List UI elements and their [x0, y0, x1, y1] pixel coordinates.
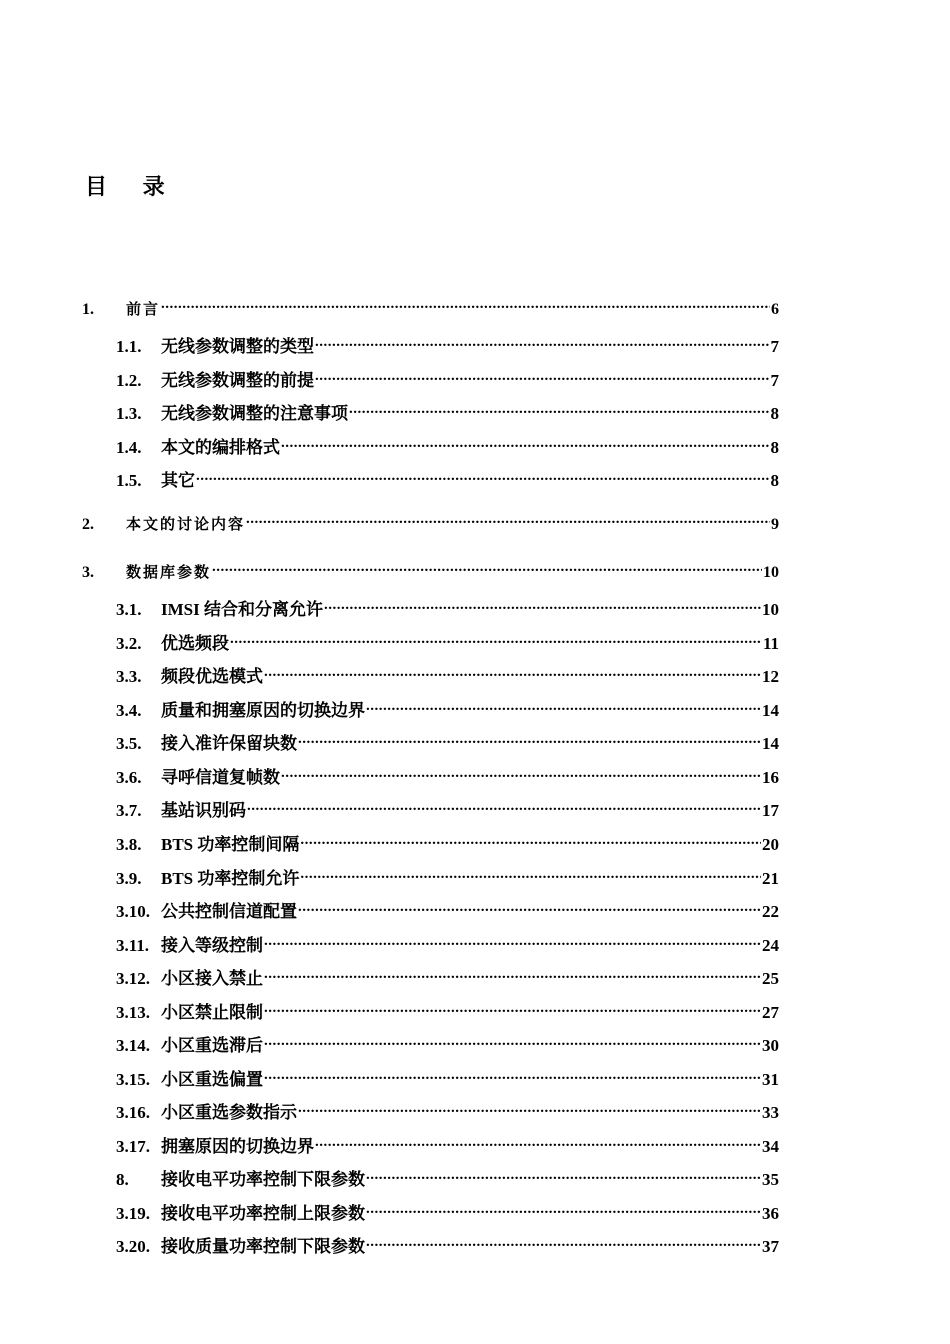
toc-entry-title: 接入准许保留块数 [161, 734, 297, 753]
toc-entry[interactable] [116, 1228, 779, 1256]
toc-entry-title: 其它 [161, 471, 195, 490]
toc-dot-leader [281, 759, 761, 783]
toc-entry-title: 接收电平功率控制下限参数 [161, 1170, 365, 1189]
toc-entry[interactable] [116, 1195, 779, 1223]
toc-entry[interactable] [116, 692, 779, 720]
toc-entry-page: 30 [762, 1036, 779, 1055]
toc-dot-leader [246, 505, 770, 529]
toc-dot-leader [315, 1128, 761, 1152]
toc-entry-title: 数据库参数 [126, 563, 212, 581]
toc-entry-title: 接入等级控制 [161, 936, 263, 955]
toc-entry-page: 14 [762, 734, 779, 753]
toc-entry-number: 3.10. [116, 902, 150, 921]
toc-entry-number: 1.1. [116, 337, 142, 356]
toc-entry-page: 20 [762, 835, 779, 854]
toc-entry-number: 1.4. [116, 438, 142, 457]
toc-entry[interactable] [116, 328, 779, 356]
toc-entry-number: 3.17. [116, 1137, 150, 1156]
toc-entry-number: 3.5. [116, 734, 142, 753]
toc-entry-page: 21 [762, 869, 779, 888]
toc-entry-page: 8 [770, 404, 779, 423]
toc-dot-leader [196, 462, 770, 486]
toc-entry-page: 34 [762, 1137, 779, 1156]
toc-entry-title: 接收电平功率控制上限参数 [161, 1204, 365, 1223]
toc-entry-title: 本文的讨论内容 [126, 515, 246, 533]
toc-dot-leader [298, 725, 761, 749]
toc-dot-leader [161, 290, 770, 314]
toc-dot-leader [315, 328, 770, 352]
toc-dot-leader [247, 792, 761, 816]
toc-entry-title: 小区重选参数指示 [161, 1103, 297, 1122]
toc-entry-title: 小区重选偏置 [161, 1070, 263, 1089]
toc-entry-number: 3.3. [116, 667, 142, 686]
toc-entry-number: 3.2. [116, 634, 142, 653]
toc-dot-leader [264, 658, 761, 682]
toc-entry-number: 3.7. [116, 801, 142, 820]
toc-entry-page: 7 [770, 337, 779, 356]
toc-dot-leader [300, 860, 761, 884]
toc-entry-title: IMSI 结合和分离允许 [161, 600, 323, 619]
toc-entry-number: 3.1. [116, 600, 142, 619]
toc-entry-page: 11 [762, 634, 779, 653]
toc-dot-leader [264, 994, 761, 1018]
toc-dot-leader [230, 625, 762, 649]
toc-entry-title: 优选频段 [161, 634, 229, 653]
toc-entry-title: 寻呼信道复帧数 [161, 768, 280, 787]
toc-entry-page: 22 [762, 902, 779, 921]
toc-entry-number: 3. [82, 564, 94, 581]
toc-entry-page: 16 [762, 768, 779, 787]
toc-entry[interactable] [116, 1161, 779, 1189]
toc-entry[interactable] [116, 927, 779, 955]
toc-entry-number: 3.8. [116, 835, 142, 854]
toc-dot-leader [366, 1195, 761, 1219]
toc-dot-leader [315, 362, 770, 386]
toc-entry-title: BTS 功率控制允许 [161, 869, 300, 888]
toc-dot-leader [264, 960, 761, 984]
toc-dot-leader [298, 1094, 761, 1118]
toc-entry-title: 频段优选模式 [161, 667, 263, 686]
toc-entry-page: 10 [763, 564, 779, 581]
toc-entry[interactable] [116, 860, 779, 888]
toc-entry[interactable] [116, 792, 779, 820]
toc-entry[interactable] [116, 1061, 779, 1089]
toc-entry-page: 31 [762, 1070, 779, 1089]
toc-entry[interactable] [116, 759, 779, 787]
toc-entry-number: 3.6. [116, 768, 142, 787]
toc-entry-title: 基站识别码 [161, 801, 246, 820]
toc-dot-leader [212, 553, 762, 577]
toc-entry-title: BTS 功率控制间隔 [161, 835, 300, 854]
toc-entry[interactable] [116, 994, 779, 1022]
toc-entry[interactable] [116, 893, 779, 921]
toc-entry-page: 24 [762, 936, 779, 955]
toc-entry[interactable] [116, 591, 779, 619]
toc-entry-number: 1.2. [116, 371, 142, 390]
toc-dot-leader [366, 1161, 761, 1185]
toc-entry[interactable] [116, 1128, 779, 1156]
toc-entry[interactable] [82, 553, 779, 581]
toc-entry-title: 无线参数调整的前提 [161, 371, 314, 390]
toc-entry-page: 9 [771, 516, 779, 533]
toc-dot-leader [298, 893, 761, 917]
toc-entry[interactable] [116, 395, 779, 423]
toc-entry-title: 小区禁止限制 [161, 1003, 263, 1022]
toc-entry[interactable] [116, 1027, 779, 1055]
toc-entry-number: 1.5. [116, 471, 142, 490]
toc-entry-title: 小区接入禁止 [161, 969, 263, 988]
toc-dot-leader [264, 927, 761, 951]
toc-entry-page: 17 [762, 801, 779, 820]
toc-dot-leader [300, 826, 761, 850]
toc-entry-number: 3.20. [116, 1237, 150, 1256]
toc-entry-title: 接收质量功率控制下限参数 [161, 1237, 365, 1256]
toc-entry-title: 前言 [126, 300, 161, 318]
toc-entry-title: 小区重选滞后 [161, 1036, 263, 1055]
toc-entry-page: 35 [762, 1170, 779, 1189]
toc-entry-page: 27 [762, 1003, 779, 1022]
toc-entry[interactable] [116, 362, 779, 390]
toc-entry[interactable] [116, 826, 779, 854]
toc-entry-page: 37 [762, 1237, 779, 1256]
toc-entry-page: 25 [762, 969, 779, 988]
toc-entry-page: 8 [770, 471, 779, 490]
toc-dot-leader [366, 692, 761, 716]
toc-heading: 目 录 [85, 175, 179, 200]
toc-entry-number: 3.13. [116, 1003, 150, 1022]
toc-entry-number: 3.4. [116, 701, 142, 720]
toc-entry-number: 3.16. [116, 1103, 150, 1122]
toc-entry-number: 1. [82, 301, 94, 318]
toc-entry-number: 3.14. [116, 1036, 150, 1055]
toc-entry-number: 3.15. [116, 1070, 150, 1089]
toc-entry-title: 本文的编排格式 [161, 438, 280, 457]
toc-entry[interactable] [116, 658, 779, 686]
toc-dot-leader [324, 591, 761, 615]
toc-entry[interactable] [116, 625, 779, 653]
toc-dot-leader [366, 1228, 761, 1252]
toc-entry-page: 33 [762, 1103, 779, 1122]
toc-entry[interactable] [116, 960, 779, 988]
toc-entry-title: 无线参数调整的类型 [161, 337, 314, 356]
toc-entry-page: 7 [770, 371, 779, 390]
toc-entry-number: 2. [82, 516, 94, 533]
toc-entry-page: 12 [762, 667, 779, 686]
toc-entry-title: 无线参数调整的注意事项 [161, 404, 348, 423]
toc-entry-number: 3.12. [116, 969, 150, 988]
toc-entry-page: 36 [762, 1204, 779, 1223]
toc-dot-leader [264, 1027, 761, 1051]
toc-entry[interactable] [116, 1094, 779, 1122]
toc-entry[interactable] [82, 290, 779, 318]
toc-dot-leader [349, 395, 770, 419]
toc-entry-page: 14 [762, 701, 779, 720]
toc-dot-leader [281, 429, 770, 453]
toc-entry[interactable] [116, 429, 779, 457]
toc-entry-title: 质量和拥塞原因的切换边界 [161, 701, 365, 720]
toc-dot-leader [264, 1061, 761, 1085]
toc-entry[interactable] [116, 725, 779, 753]
toc-entry-number: 3.9. [116, 869, 142, 888]
toc-entry-number: 1.3. [116, 404, 142, 423]
toc-entry-title: 公共控制信道配置 [161, 902, 297, 921]
toc-entry-number: 3.11. [116, 936, 150, 955]
toc-entry-page: 10 [762, 600, 779, 619]
toc-entry-number: 8. [116, 1170, 129, 1189]
toc-entry[interactable] [116, 462, 779, 490]
toc-entry-page: 8 [770, 438, 779, 457]
toc-entry-page: 6 [771, 301, 779, 318]
toc-entry-number: 3.19. [116, 1204, 150, 1223]
toc-entry[interactable] [82, 505, 779, 533]
toc-entry-title: 拥塞原因的切换边界 [161, 1137, 314, 1156]
